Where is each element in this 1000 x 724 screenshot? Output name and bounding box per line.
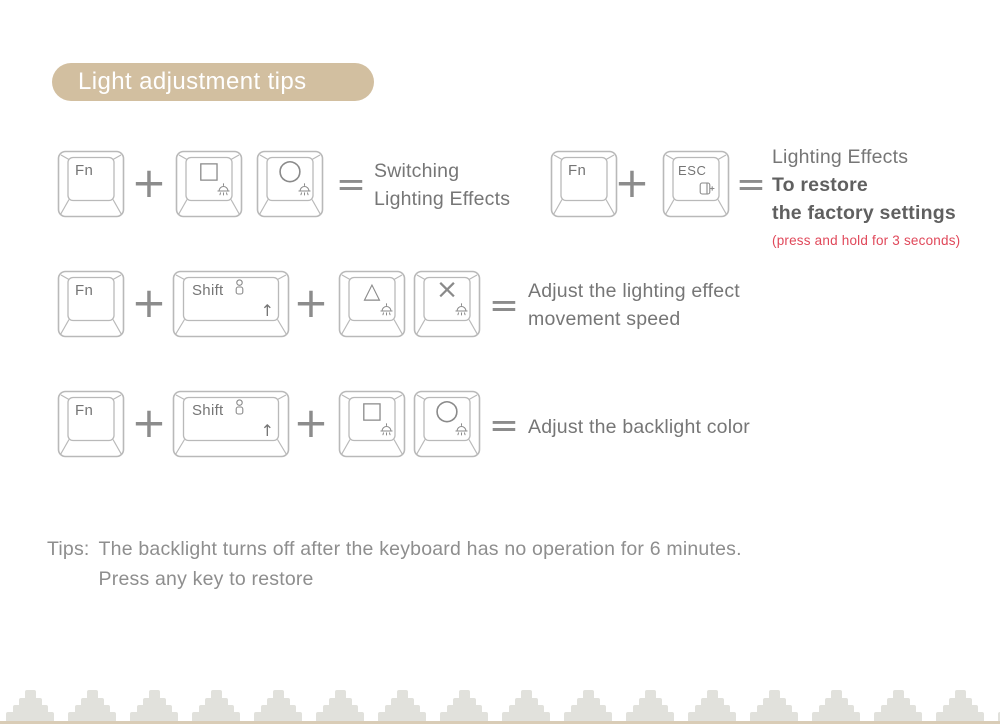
hold-note: (press and hold for 3 seconds) xyxy=(772,233,961,248)
pyramid-shape xyxy=(254,690,302,721)
pyramid-shape xyxy=(874,690,922,721)
pyramid-shape xyxy=(6,690,54,721)
result-line: the factory settings xyxy=(772,202,956,224)
key-label: ESC xyxy=(678,163,707,178)
backlight-icon xyxy=(379,303,394,317)
mini-figure-icon xyxy=(234,279,245,296)
circle-icon: ○ xyxy=(277,153,303,186)
backlight-icon xyxy=(379,423,394,437)
section-title: Light adjustment tips xyxy=(78,68,307,95)
plus-operator: + xyxy=(614,158,650,207)
keycap-outline xyxy=(57,390,125,458)
key-fn xyxy=(57,390,125,458)
result-line: movement speed xyxy=(528,308,681,330)
backlight-icon xyxy=(297,183,312,197)
key-fn xyxy=(57,270,125,338)
keycap-outline xyxy=(662,150,730,218)
result-switching xyxy=(374,157,510,213)
pixel-border xyxy=(6,690,1000,721)
plus-operator: + xyxy=(131,398,167,447)
pyramid-shape xyxy=(502,690,550,721)
up-arrow-icon: ↑ xyxy=(260,421,274,440)
equals-operator: = xyxy=(735,164,767,205)
result-restore xyxy=(772,143,960,250)
circle-icon: ○ xyxy=(434,393,460,426)
pyramid-shape xyxy=(626,690,674,721)
result-line: Lighting Effects xyxy=(772,146,909,168)
pyramid-shape xyxy=(440,690,488,721)
key-label: Fn xyxy=(75,162,94,179)
mini-figure-icon xyxy=(234,399,245,416)
result-line: Lighting Effects xyxy=(374,188,511,210)
key-circle xyxy=(413,390,481,458)
key-shift xyxy=(172,270,290,338)
key-label: Shift xyxy=(192,282,224,299)
pyramid-shape xyxy=(68,690,116,721)
tips-line: The backlight turns off after the keyboard has no operation for 6 minutes. xyxy=(98,538,742,560)
result-color xyxy=(528,413,750,441)
key-esc xyxy=(662,150,730,218)
plus-operator: + xyxy=(131,278,167,327)
key-shift xyxy=(172,390,290,458)
equals-operator: = xyxy=(488,285,520,326)
key-label: Fn xyxy=(568,162,587,179)
result-line: Switching xyxy=(374,160,460,182)
plus-operator: + xyxy=(293,398,329,447)
square-icon: □ xyxy=(198,158,220,184)
result-speed xyxy=(528,277,740,333)
up-arrow-icon: ↑ xyxy=(260,301,274,320)
pyramid-shape xyxy=(564,690,612,721)
pyramid-shape xyxy=(750,690,798,721)
key-x xyxy=(413,270,481,338)
tips-lines xyxy=(99,534,742,594)
key-circle xyxy=(256,150,324,218)
result-line: To restore xyxy=(772,174,868,196)
backlight-icon xyxy=(216,183,231,197)
keycap-outline xyxy=(57,270,125,338)
key-label: Fn xyxy=(75,402,94,419)
key-label: Fn xyxy=(75,282,94,299)
plus-operator: + xyxy=(293,278,329,327)
plus-operator: + xyxy=(131,158,167,207)
pyramid-shape xyxy=(378,690,426,721)
keycap-outline xyxy=(57,150,125,218)
restore-icon xyxy=(699,181,715,196)
pyramid-shape xyxy=(812,690,860,721)
pyramid-shape xyxy=(936,690,984,721)
square-icon: □ xyxy=(361,398,383,424)
pyramid-shape xyxy=(130,690,178,721)
backlight-icon xyxy=(454,423,469,437)
triangle-icon: △ xyxy=(363,279,381,304)
pyramid-shape xyxy=(688,690,736,721)
equals-operator: = xyxy=(488,405,520,446)
tips-label: Tips: xyxy=(47,538,90,560)
equals-operator: = xyxy=(335,164,367,205)
section-title-badge xyxy=(52,63,374,101)
key-triangle xyxy=(338,270,406,338)
result-line: Adjust the lighting effect xyxy=(528,280,740,302)
pyramid-shape xyxy=(192,690,240,721)
key-fn xyxy=(550,150,618,218)
result-line: Adjust the backlight color xyxy=(528,416,750,438)
x-icon: × xyxy=(435,274,459,305)
key-label: Shift xyxy=(192,402,224,419)
backlight-icon xyxy=(454,303,469,317)
tips-block xyxy=(47,534,742,594)
pyramid-shape xyxy=(316,690,364,721)
key-fn xyxy=(57,150,125,218)
keycap-outline xyxy=(550,150,618,218)
tips-line: Press any key to restore xyxy=(98,568,314,590)
key-square xyxy=(175,150,243,218)
key-square xyxy=(338,390,406,458)
